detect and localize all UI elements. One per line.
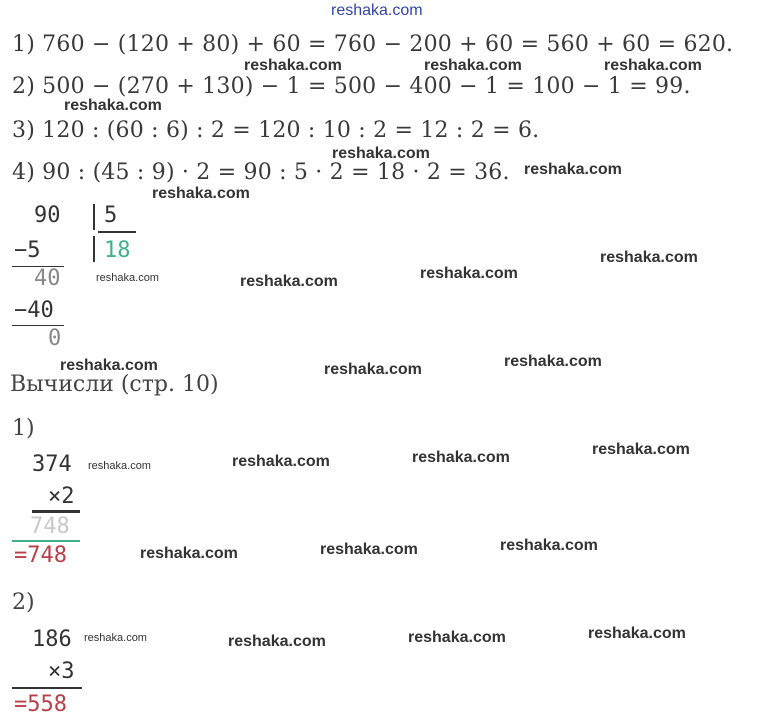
- division-quotient: 18: [104, 238, 131, 263]
- watermark: reshaka.com: [96, 272, 159, 284]
- watermark: reshaka.com: [84, 632, 147, 644]
- watermark: reshaka.com: [332, 145, 430, 162]
- division-remainder-2: 0: [48, 326, 62, 351]
- problem-1-multiplier: ×2: [48, 484, 75, 509]
- watermark-top: reshaka.com: [331, 2, 423, 19]
- watermark: reshaka.com: [244, 57, 342, 74]
- watermark: reshaka.com: [524, 161, 622, 178]
- watermark: reshaka.com: [504, 353, 602, 370]
- problem-2-top: 186: [32, 627, 72, 652]
- division-subtract-2: −40: [14, 298, 54, 323]
- watermark: reshaka.com: [600, 249, 698, 266]
- division-bar-1: [93, 204, 95, 230]
- watermark: reshaka.com: [588, 625, 686, 642]
- division-remainder-1: 40: [34, 266, 61, 291]
- watermark: reshaka.com: [228, 633, 326, 650]
- watermark: reshaka.com: [60, 357, 158, 374]
- watermark: reshaka.com: [424, 57, 522, 74]
- equation-1: 1) 760 − (120 + 80) + 60 = 760 − 200 + 60 = 560 + 60 = 620.: [12, 32, 734, 57]
- equation-3: 3) 120 : (60 : 6) : 2 = 120 : 10 : 2 = 12 : 2 = 6.: [12, 118, 540, 143]
- watermark: reshaka.com: [324, 361, 422, 378]
- watermark: reshaka.com: [408, 629, 506, 646]
- equation-4: 4) 90 : (45 : 9) · 2 = 90 : 5 · 2 = 18 · 2 = 36.: [12, 160, 510, 185]
- watermark: reshaka.com: [412, 449, 510, 466]
- problem-1-faint-result: 748: [30, 514, 70, 539]
- watermark: reshaka.com: [320, 541, 418, 558]
- problem-2-multiplier: ×3: [48, 659, 75, 684]
- division-subtract-1: −5: [14, 238, 41, 263]
- watermark: reshaka.com: [88, 460, 151, 472]
- watermark: reshaka.com: [604, 57, 702, 74]
- watermark: reshaka.com: [592, 441, 690, 458]
- watermark: reshaka.com: [500, 537, 598, 554]
- watermark: reshaka.com: [420, 265, 518, 282]
- problem-1-accent-line: [12, 540, 80, 542]
- section-heading: Вычисли (стр. 10): [10, 372, 219, 397]
- problem-1-top: 374: [32, 452, 72, 477]
- division-bar-2: [93, 236, 95, 262]
- watermark: reshaka.com: [240, 273, 338, 290]
- problem-2-line: [12, 687, 82, 689]
- equation-2: 2) 500 − (270 + 130) − 1 = 500 − 400 − 1 = 100 − 1 = 99.: [12, 74, 691, 99]
- problem-2-result: =558: [14, 692, 67, 717]
- problem-2-label: 2): [12, 590, 35, 615]
- division-divisor: 5: [104, 203, 118, 228]
- watermark: reshaka.com: [152, 185, 250, 202]
- division-dividend: 90: [34, 203, 61, 228]
- problem-1-label: 1): [12, 416, 35, 441]
- watermark: reshaka.com: [64, 97, 162, 114]
- problem-1-result: =748: [14, 543, 67, 568]
- watermark: reshaka.com: [232, 453, 330, 470]
- division-divisor-line: [98, 231, 136, 233]
- watermark: reshaka.com: [140, 545, 238, 562]
- problem-1-line: [32, 510, 80, 513]
